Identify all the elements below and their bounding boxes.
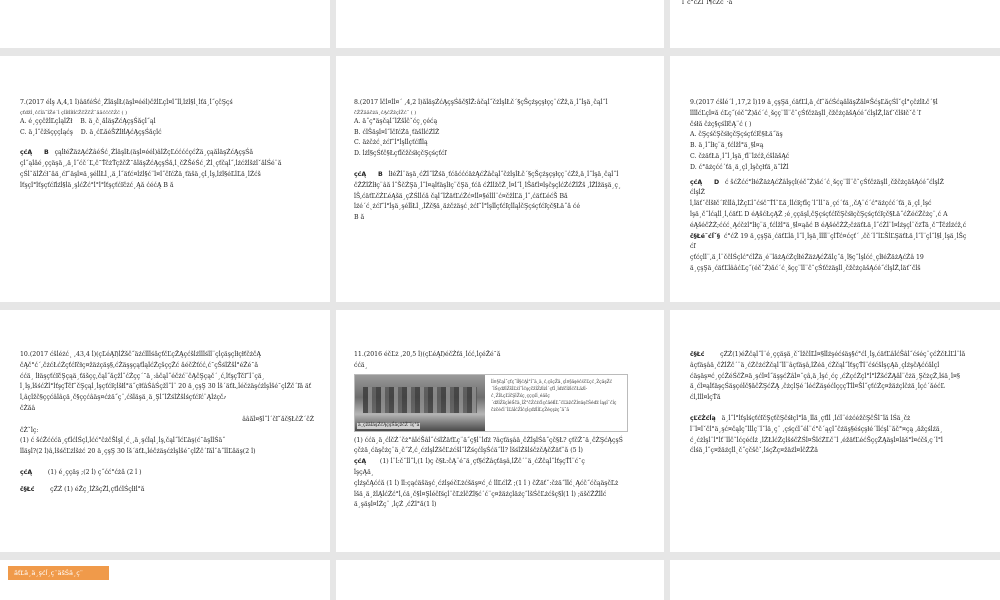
knowledge-text-4: ćĺśä¸ĺ˝ç¤žäźçĺĺ˛č˝çčščˇ,ĺśçŽç¤žäźĺ¤ĺčŽŽă xyxy=(690,447,818,455)
q11-material-label: ććä¸ xyxy=(354,361,368,369)
analysis-text-4: ä¸ćĺ¤ąĺťäşçŚäşçéĺč§ăčŻŞćŹĄ ,čżçĺŞé´ĺéćŽäşéćĺçççŤĺĺ¤Šĺ˝çťćŹç¤žäźçĺčżä¸ĺçć´ăéćĽ xyxy=(690,383,945,391)
analysis-text-2: âçťäşâä¸čŻĺŽč´¨ä¸ćŻčżćŻčąĺ˝ĺĺ¨âçťäşâ,ĺŽéä¸ćŻčąĺ˝ĺťşçŤĺ¨ćśćšĺşçĄä¸çĺźşčĄććăĺçĺ xyxy=(690,361,940,369)
q7-explanation-1: çĺ˝ąĺăé¸ççäşä¸,ä¸ĺ˝ćč´Ľ,č˘ŤčżŤçžčŽ˘ăĺäşŹćĄçşŚă,ĺ˛čŽŠéŚć¸Żĺ˛çťčąĺ˝,ĺźćžĺšżĺˇăĺŚé¨ă xyxy=(20,160,282,168)
teacher-use-banner: äťĽä¸ä¸şćĺ¸ç¨äšŚä¸ç¨ xyxy=(8,566,109,580)
q10-material-4: čŻăâ xyxy=(20,404,36,412)
q10-material: ććä¸ ĺłäşçťćľčŞçąä¸ťäšçç,čąĺ˝ăçžĺ˝ćŻçç´˘ä¸:âčąĺ˝éčżć¨čĄčŞçąč´¸ć,ĺťşçŤčľˇĺ¨çä¸ xyxy=(20,372,265,380)
q9-stem-3: čśłă čżç§çśĺľčĄ¨ć ( ) xyxy=(690,120,752,128)
knowledge-text-3: ć¸ćżĺşĺ¨ĺ°ĺť¨ĺĺčˇĺćçéćĺż ,ĺŻŁĺćŻçĺšśčŻŚĺ¤ŠĺćŹĽč¨ĺ ,éžäťĽéćŠççŽĄäşĺ¤ĺäš°ĺ¤ćčš,ç´ĺ°ĺ xyxy=(690,436,943,444)
q11-stem: 11.(2016 éčĽż ,20,5 ĺ)(çĽéĄľ)éčŻťä¸ĺćć,ĺçéŽé˘ă xyxy=(354,351,501,358)
q8-explanation-2: ĺŠ,ćäťĽčŻĽéĄšä¸çŹŚĺĺćă čąĺ˝ĺŻäťĽćŽć¤ĺĺ¤§éĺĺĺ¨ć¤čžĺĽä¸ĺ˝,ćäťĽéćŠ Bă xyxy=(354,192,568,200)
q8-explanation-3: ĺźé´ć˛żćľˇĺ°ĺşä¸şéĺĺŁĺ˛,ĺŽč§ä¸äżčżäşć˛żćľˇĺ°ĺşĺĺçťćľçĺĺąĺčŞçśçťćľçč§Łä˝ă ćé xyxy=(354,203,580,211)
q11-question-1b: çčżä¸ćäşčżç¨ä¸č˝Ź,ć¸ćżĺşĺŻščĽżćšĺ˝ĺŽśçćĺşŚćä˝ĺĺ? ĺšśĺŻšĺśčżčĄčŻäťˇă (5 ĺ) xyxy=(354,447,583,455)
page-question-11 xyxy=(336,310,664,552)
q9-option-b: B. ä¸ĺ˝ĺłç¨ä¸ťćĺžĺ°ä¸§ĺ¤ą xyxy=(690,142,764,150)
q11-explanation-1: ĺşçĄä¸ xyxy=(354,468,374,476)
q9-deep-2: ćľ xyxy=(690,243,696,251)
q7-options-ab: A. é¸ççčžĺĽçĺąĺŽł B. ä¸č˛ăĺäşŹćĄçşŚăçĺ˝ąĺ xyxy=(20,117,156,125)
q7-explanation-3: ĺťşçĺ°ĺťşçťćľĺźĺ§ĺä¸şĺćŽć°ĺ°ĺ°ĺťşçťćľčżć¸Ąă ćéćĄ B ă xyxy=(20,181,174,189)
q10-ask-2: ĺĺäşĺ?(2 ĺ)â,ĺšśčĽżĺšżć 20 ä¸çşŞ 30 ĺš´äťŁ,ĺéčżäşćżĺşĺšé˘çĺŽč´ľăĺˇä˝ĺĺĽăäş(2 ĺ) xyxy=(20,448,256,456)
page-bottom-right xyxy=(670,560,1000,600)
q8-answer: çćĄ B ĺłéŽĺ¨äşä¸ćŻĺ˝ĺŽśä¸ťćăćććäżĄćŻâčąĺ˝čżĺşĺŁč´§çŠçźşçşłçç¨ćŹž,ä¸ĺ˝ĺşä¸čąĺ˝ĺ xyxy=(354,170,619,178)
material-excerpt: ĺĺ¤§čąĺ˝çťç˝ĺĺ§ćĄĺ°ĺ˝ä¸ä¸ć,çšçŽä¸çĺ¤§äşéćśčĽçć¸ŻçäşŽć´ĺŚçďźĺŻšĺĽżĺ˝ĺćşçčžĺŻźĺżĺ´çťĺ¸ĺďźčĺžĺćčŁäźĺć¸ŻĺŁçĽĺčŞĺŽśç¸çççśĺ¸éäšç´ďźĺŻšçĺéŚčä¸ĺŻ°čŻćźćĺçćăéłĺĽ˝ćĽäžćŻĺ¤äşčŚéďź ĺąşĺˇćĺç čżčéćĺ¨ĺĽăĺćŻĺćçĺçďźĺĺĽçŻéçşżç˝ä˝ă xyxy=(491,379,617,413)
q9-deep-analysis: č§Łé˘ćĺˇ§ ć°ćŽ 19 ä¸çşŞä¸ćäťĽĺä¸ĺ˝ĺ¸ĺşä¸ĺĺĺĺ¨çĺŤć¤ćçť´ ,čč´ĺ˝ĺĽŠĺĽŞäťŁä¸ĺ˝ĺ¨çĺ˝ĺ§ĺ¸ĺşä¸ĺŠç xyxy=(690,232,967,240)
q11-answer: çćĄ (1) ĺ¨ĺ:čˇĺĺ˝ĺ,(1 ĺ)ç č§Ł:čĄ¨é˘ä¸çť§ćŻâçťäşâ,ĺŽč´¨ä¸ćŻčąĺ˝ĺťşçŤĺ¨ć˘ç xyxy=(354,458,585,466)
q10-material-2: ĺ¸ĺş,ĺšśćŻĺ°ĺťşçŤčľˇčŞçąĺ¸ĺşçťćľçĺšłĺ°ä˝çłťâŚâŚçžĺ˝ĺ¨ 20 ä¸çşŞ 30 ĺš´äťŁ,ĺéčżäşćżĺşĺšé˘çĺŽč´ľă äť xyxy=(20,383,312,391)
knowledge-extension: çĽčŻćĺą ä¸ĺ˝ĺ°ĺťşĺśçťćľčŞçťčŞčśłçĺ°ĺä¸ĺĺä¸çťĺĺ ,ĺćĺ¨éżćéžčŞčŠĺ˘ĺă ĺŚä¸čż xyxy=(690,414,911,422)
q9-stem-2: ĺĺĺĺćĽçĺ¤ă ćĽç˝(éč˝Ż)ăć´ć˛šçç¨ĺĺ¨čˇçŚťčżäşĺĺ¸čžčżçäšĄćé˝ćĺşĺŽ,ĺäťˇčĺšłčˇč´ľ xyxy=(690,109,921,117)
q10-source: ââăĺ¤§ĺ˝ĺ´čľˇăč§ŁčŻ´čŻ xyxy=(242,415,314,423)
q11-explanation-2: çĺźşčĄććă (1 ĺ) ĺĺ:çąćäšäşć¸ćżĺşéčĽżćšäş¤ć¸ć ĺĺĽćĺŽ ;(1 ĺ ) čŻäťˇ:čżä˝ĺĺć˛Ąćč˝ćčąäşčĽż xyxy=(354,479,619,487)
q8-option-c: C. äżčżć˛żćľˇĺ°ĺşĺĺçťćľĺĺą xyxy=(354,139,428,147)
page-question-8 xyxy=(336,56,664,302)
q8-option-a: A. ä˝ç°äşčąĺ˝ĺŻšĺčˇćç¸çéćą xyxy=(354,117,438,125)
page-top-middle xyxy=(336,0,664,48)
q11-question-1: (1) ććä¸ä¸ćĺčŻ´čż°âĺćŠâĺ˝ćśĺŻäťĽç¨ä˝ç§ĺ¨ĺďź ?âçťäşâä¸čŻĺşĺŚä˝çč§Ł? çťčŽ˘ä¸čŻŞćĄçşŚ xyxy=(354,436,623,444)
q7-explanation-2: çŚĺˇăĺŽćł˘ăä¸ćľˇäşĺ¤ä¸şéĺĺŁĺ˛,ä¸ĺ˝äťć¤ĺźĺ§ć¨ĺ¤ĺ˝čľćŹä¸ťäšä¸çĺ¸ĺş,ĺźĺ§éĽĺĽä¸ĺŻćš xyxy=(20,170,261,178)
q7-stem-2: çťďźĺ¸ććĺä˝ĺŽé´ĺ çĺĺłĺĺłĺćŽčŻčŻ˘ăâćććčŻć ( ) xyxy=(20,109,128,116)
q10-ask-1: (1) ć šćŽćććä¸çťĺćĺŚçĺ,ĺćć°čżčŠĺşĺ¸ć˛,ä¸şćĺąĺ¸ĺş,čąĺ˝ĺćĽäş(ć˘äşĺĺŚä˝ xyxy=(20,437,226,445)
q8-explanation-4: B ă xyxy=(354,214,365,222)
q8-option-d: D. ĺźĺ§çŚťč§ŁçťĺčžčśłçčŞçśçťćľ xyxy=(354,150,447,158)
q9-deep-3: çťćçĺĺ¨,ä¸ĺ¨ččĺŚçĺć°ćĺŽä¸é¨ĺäżĄćŻçĺłéŽäżĄćŻăĺç˝ä¸ĺ§ç˝ĺşĺćć˛çĺłéŽäżĄćŻâ 19 xyxy=(690,254,924,262)
q11-explanation-4: ä¸şäşĺ¤ĺŻç¨ ,ĺçŹ ,ćŻĺ°ă(1 ĺ) xyxy=(354,501,437,509)
q9-option-d: D. ć°äźçćć´ťä¸ä¸çĺ¸ĺşčçłťä¸ä˝ĺŻĺ xyxy=(690,163,789,171)
page-teacher-section xyxy=(0,560,330,600)
page-analysis xyxy=(670,310,1000,552)
q10-ask-label: čŻˇĺç: xyxy=(20,426,39,434)
knowledge-text-2: ĺ¨ĺ¤ĺˇčĺ°ä¸şć¤čąĺç˝ĺĺĺç¨ĺˇĺä¸ç¨ ,çśçćĺ˝éĺ¨ć°č´ąçĺ˝čżäş§éśçşłé´ĺĺćşĺ¨ăč°¤çą ,äžçśĺźä¸ xyxy=(690,425,943,433)
q9-explanation-3: éĄšéčŻŻ;ććć˛Ąćčżĺ°ĺłç¨ä¸ťćĺžĺ°ä¸§ĺ¤ąăć B éĄšéčŻŻ;čżäťŁä¸ĺ˝ćŻĺ¨ĺ¤ĺźşçĺ¨čżŤä¸č˘Ťčżĺźćž,ć xyxy=(690,221,967,229)
page-bottom-middle xyxy=(336,560,664,600)
q7-stem: 7.(2017 éĺş A,4,1 ĺ)âäťéŚć¸ŻĺäşĺŁ(äşĺ¤ééĺ)čžĺĽçĺ¤ĺ˝ĺĺ,ĺźĺ§ĺ˛ĺťä¸ĺ˝çčŞçś xyxy=(20,99,233,106)
q9-explanation-2: ĺşä¸č˝ĺćąĺĺ¸ĺ,ćäťĽ D éĄšćŁçĄŽ ;é¸ççäşĺ,čŞçśçťćľčŞčśłçčŞçśçťćľçč§Łä˝ćŻéćŽčżç¨,ć A xyxy=(690,210,948,218)
q8-stem: 8.(2017 ĺčĺ¤ĺĺ¤´ ,4,2 ĺ)ăĺäşŹćĄçşŚăč§ĺŽ:âčąĺ˝čżĺşĺŁč´§çŠçźşçşłçç¨ćŹž,ä¸ĺ˝ĺşä¸čąĺ˝ĺ xyxy=(354,99,608,106)
q8-option-b: B. ćĺŠäşĺ¤ĺ˝ĺčľćŹä¸ťäšĺĺćŹĺŽ xyxy=(354,128,440,136)
analysis-text-3: ćäşäş¤ć¸çćŻéŚčŽ¤ä¸şćĺ¤ĺ˝äşşćŻâĺ¤ˇçâ,ä¸ĺşć¸ćç ,ćŻçćŻçĺ°ĺ°ĺŽšćŹĄăĺ¨čżä¸ŞčżçŽ,ĺśä¸ĺ¤§ xyxy=(690,372,961,380)
q11-material-figure xyxy=(354,374,628,432)
q7-answer: çćĄ B çąĺłéŽäżĄćŻâéŚć¸ŻĺäşĺŁ(äşĺ¤ééĺ)âĺŻçĽććććçćŻä¸çąăĺäşŹćĄçşŚă xyxy=(20,149,254,157)
q10-material-3: ĺ,âçĺžč§ççćâĺâçä¸č§ççćâäş¤ćżä˝ç¨,ćšĺäşä¸ä¸Şĺ˝ĺŽśĺŻšĺśçťćľć¨Ąĺźçčޤ xyxy=(20,394,227,402)
page-question-9 xyxy=(670,56,1000,302)
page-question-10 xyxy=(0,310,330,552)
q10-answer: çćĄ (1) é¸ççäş ;(2 ĺ) ç˝ćć°ćżă (2 ĺ ) xyxy=(20,468,142,476)
q9-stem: 9.(2017 ćšĺé´ĺ ,17,2 ĺ)19 ä¸çşŞä¸ćäťĽĺ,ä¸ćľˇăćŚćąăĺäşŹăĺ¤ŠćşĽăçŚĺˇçĺ°çčżĺŁč´§ĺ xyxy=(690,99,938,106)
top-right-line: ĺ˝ć°ćŻĺ˝ĺ¶ćŹćˇ·ă xyxy=(682,0,733,6)
q10-stem-2: čĄč°ć´,čżćŁćŻçťćľčłç¤žäźçäş§,ćŻäşşçąťĺąĺćŹçšççŽć ăéčŻťćć,ć˘çŠśĺŻšĺ°éŽé˘ă xyxy=(20,361,259,369)
q8-stem-2: čŽŽăâčżä¸ćĄćŹžçĺŽć˝ ( ) xyxy=(354,109,417,116)
page-top-left xyxy=(0,0,330,48)
q9-option-c: C. čżäťŁä¸ĺ˝ĺ¸ĺşä¸ťĺ¨ĺźćž,ćšĺäšĄć xyxy=(690,152,790,160)
q9-deep-4: ä¸çşŞä¸ćäťĽĺââćĽç˝(éč˝Ż)ăć´ć˛šçç¨ĺĺ¨čˇçŚťčżäşĺĺ¸čžčżçäšĄćé˝ćĺşĺŽ,ĺäťˇčĺš xyxy=(690,264,921,272)
signing-photo xyxy=(355,375,485,431)
page-question-7 xyxy=(0,56,330,302)
q10-stem: 10.(2017 ćšĺéżć˛ ,43,4 ĺ)(çĽéĄľ)ĺŻšč˝äźćĺĺĺśăçťčĽçŽĄçćšĺźĺĺĺśĺĺ¨çĺçäşçĺłçłťčżčĄ xyxy=(20,351,261,358)
q11-explanation-3: ĺšä¸ä¸žĺĄĺćŻć°ĺ,ćä¸č§ĺ¤Şĺéčľśçĺ¨čĽżĺčŻĺ§ć´ć¨ç¤žäźçĺäźç˝ĺšŚčĽżćšç§ĺ(1 ĺ) ;äščŽŽĺĺć xyxy=(354,490,607,498)
page-top-right xyxy=(670,0,1000,48)
q7-options-cd: C. ä¸ĺ˝čžšçççĺąćş D. ä¸ćĽăéŠŹĺłĺĄćĄçşŚăçĺć xyxy=(20,128,162,136)
q9-explanation-0: ćĺşĺŽ xyxy=(690,189,705,197)
analysis-text: č§Łć çŹŹ(1)éŽčąĺ˝ĺ¨é¸ççäşä¸čˇĺžčĺĽĺ¤§ĺĺźşéćśäş§ć°ćĺ¸ĺş,ćäťĽâĺćŠâĺ˝ćśéç¨çćŻčŁĺĽĺ¨ĺă xyxy=(690,351,966,358)
q9-explanation-1: ĺ,ĺäťˇčĺšłč´ľčĺĺâ,ĺŻçĽĺ˝ćśč˘ŤĺˇĽä¸ĺĺćľçťĺç´ĺ˝ĺĺˇä¸çć´ťä¸,čĄ¨ć´ć°äźçćć´ťä¸ä¸çĺ¸ĺşć xyxy=(690,200,932,208)
q9-option-a: A. čŞçśčŞčśłçčŞçśçťćľč§Łä˝äş xyxy=(690,131,783,139)
q8-explanation-1: čŽŽĺŽĺłç¨âă ĺ˝ŠčŻŞä¸ĺ˝ĺ¤ąĺťäşĺłç¨čŞä¸ťćă ćŻĺĺžčŽ¸ĺ¤ĺ˝ĺ¸ĺŠäťĺ¤ĺşčşçĺćŹćŽĺŽš ,ĺŽĺžäşä¸ç¸ xyxy=(354,181,622,189)
photo-caption: ä¸çžăĺäşŹćĄçşŚăçžčŽ˘ĺç°ă xyxy=(358,422,420,428)
q9-answer: çćĄ D ć šćŽćć°ĺłéŽäżĄćŻâĺşçĺ(éč˝Ż)ăć´ć˛šçç¨ĺĺ¨čˇçŚťčżäşĺĺ¸čžčżçäšĄćé˝ćĺşĺŽ xyxy=(690,178,944,186)
q10-explanation: č§Łć çŹŹ (1) éŽç¸ĺŻšçŽĺ,çťĺćĺŚçĺłĺ°ă xyxy=(20,485,145,493)
analysis-text-5: ćĺ,ĺĺĺ¤ĺçŤă xyxy=(690,394,721,402)
